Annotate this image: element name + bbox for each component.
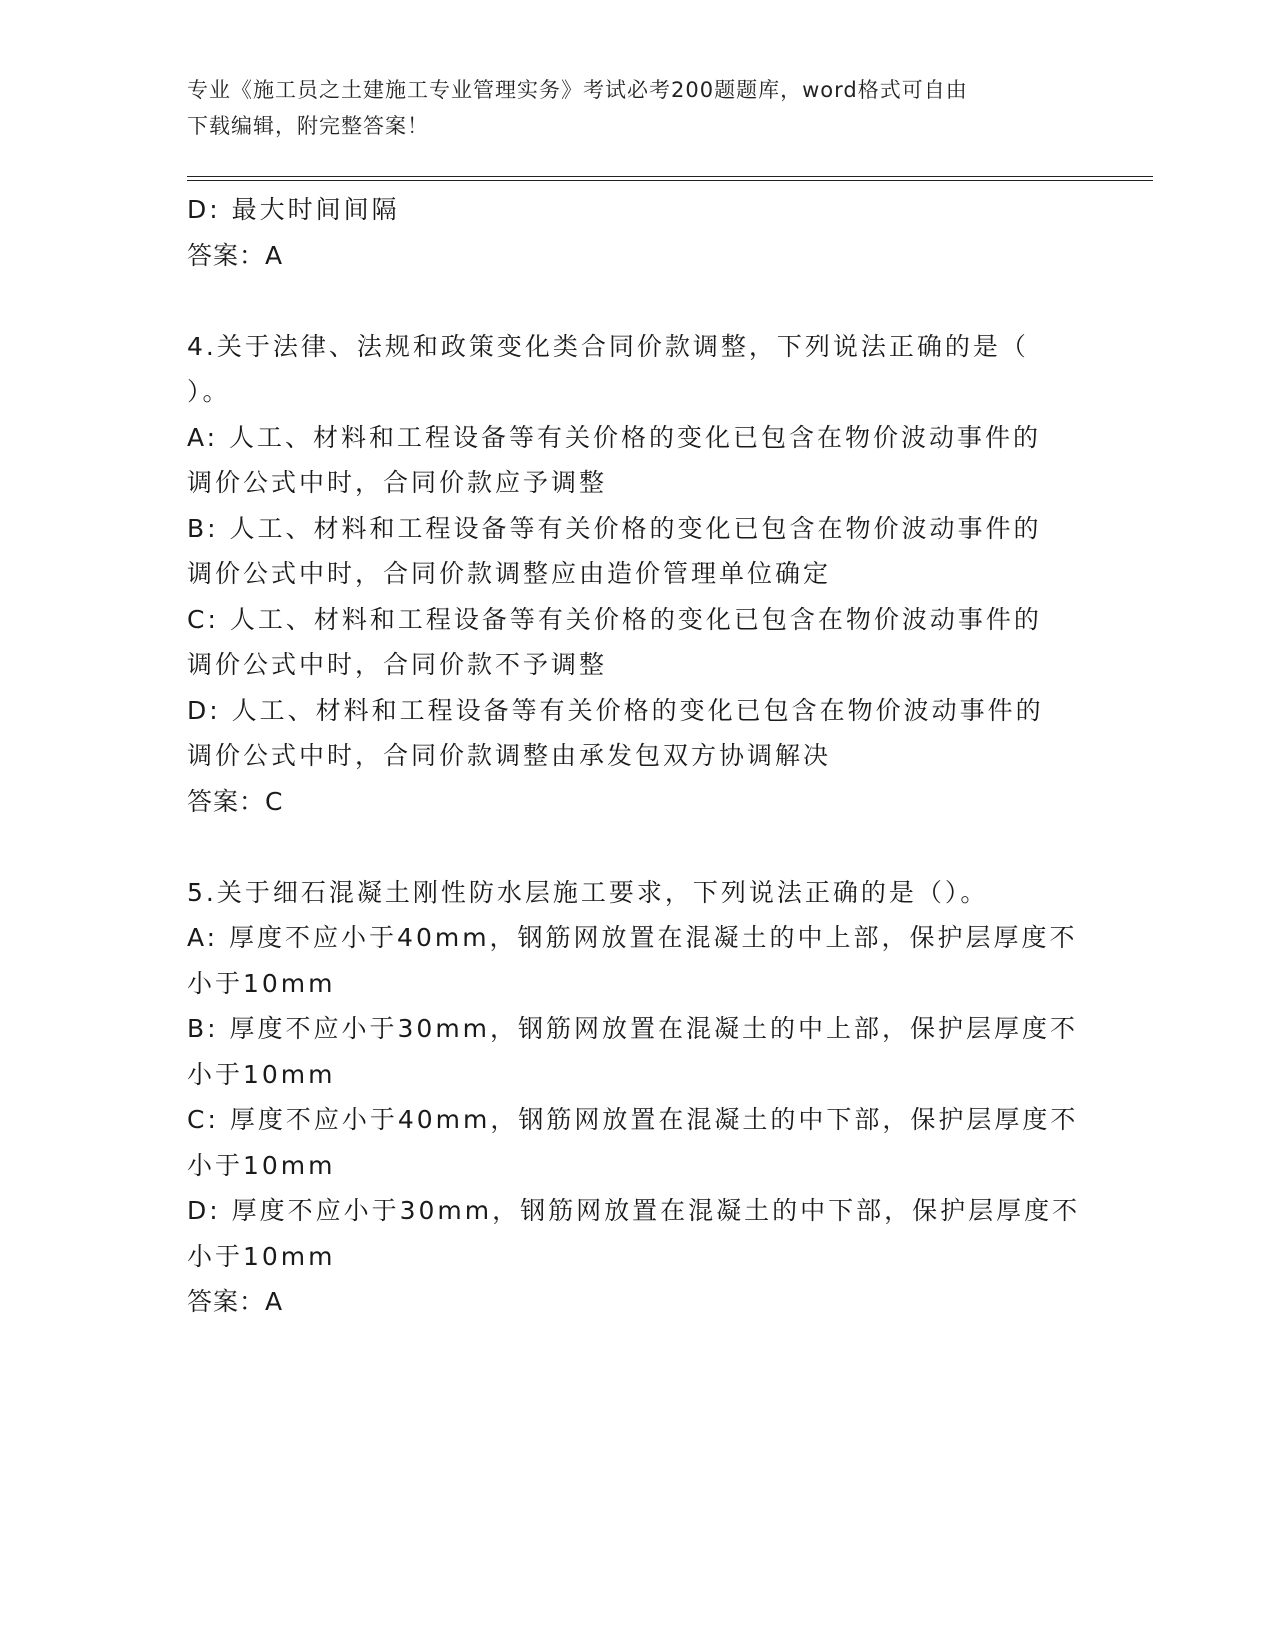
q5-option-b-line-1: B: 厚度不应小于30mm，钢筋网放置在混凝土的中上部，保护层厚度不 [187,1014,1079,1043]
q4-option-c-line-2: 调价公式中时，合同价款不予调整 [187,650,608,679]
prev-answer: 答案：A [187,240,284,270]
q5-option-a-line-2: 小于10mm [187,968,336,998]
q4-option-a-line-2: 调价公式中时，合同价款应予调整 [187,468,608,497]
q5-stem: 5.关于细石混凝土刚性防水层施工要求，下列说法正确的是（）。 [187,877,989,907]
q4-answer: 答案：C [187,786,284,816]
q5-answer: 答案：A [187,1287,284,1316]
q4-option-c-line-1: C: 人工、材料和工程设备等有关价格的变化已包含在物价波动事件的 [187,604,1042,634]
q4-stem-line-1: 4.关于法律、法规和政策变化类合同价款调整，下列说法正确的是（ [187,331,1029,361]
header-line-2: 下载编辑，附完整答案！ [187,114,429,138]
q4-option-a-line-1: A: 人工、材料和工程设备等有关价格的变化已包含在物价波动事件的 [187,422,1042,452]
q4-option-d-line-1: D: 人工、材料和工程设备等有关价格的变化已包含在物价波动事件的 [187,695,1044,725]
q4-option-b-line-2: 调价公式中时，合同价款调整应由造价管理单位确定 [187,559,832,588]
q5-option-c-line-2: 小于10mm [187,1150,336,1180]
header-divider [187,176,1153,181]
spacer [187,278,1107,324]
spacer [187,824,1107,870]
q4-option-d-line-2: 调价公式中时，合同价款调整由承发包双方协调解决 [187,741,832,770]
q5-option-c-line-1: C: 厚度不应小于40mm，钢筋网放置在混凝土的中下部，保护层厚度不 [187,1105,1079,1134]
q5-option-d-line-2: 小于10mm [187,1241,336,1271]
q4-option-b-line-1: B: 人工、材料和工程设备等有关价格的变化已包含在物价波动事件的 [187,513,1042,543]
page-header [187,72,1087,144]
question-4 [187,324,1107,825]
prev-option-d: D: 最大时间间隔 [187,195,400,224]
q4-stem-line-2: ）。 [187,377,231,406]
q5-option-a-line-1: A: 厚度不应小于40mm，钢筋网放置在混凝土的中上部，保护层厚度不 [187,923,1078,952]
q5-option-b-line-2: 小于10mm [187,1059,336,1089]
header-line-1: 专业《施工员之土建施工专业管理实务》考试必考200题题库，word格式可自由 [187,78,968,102]
document-body [187,187,1107,1325]
q5-option-d-line-1: D: 厚度不应小于30mm，钢筋网放置在混凝土的中下部，保护层厚度不 [187,1196,1081,1225]
question-5 [187,870,1107,1325]
